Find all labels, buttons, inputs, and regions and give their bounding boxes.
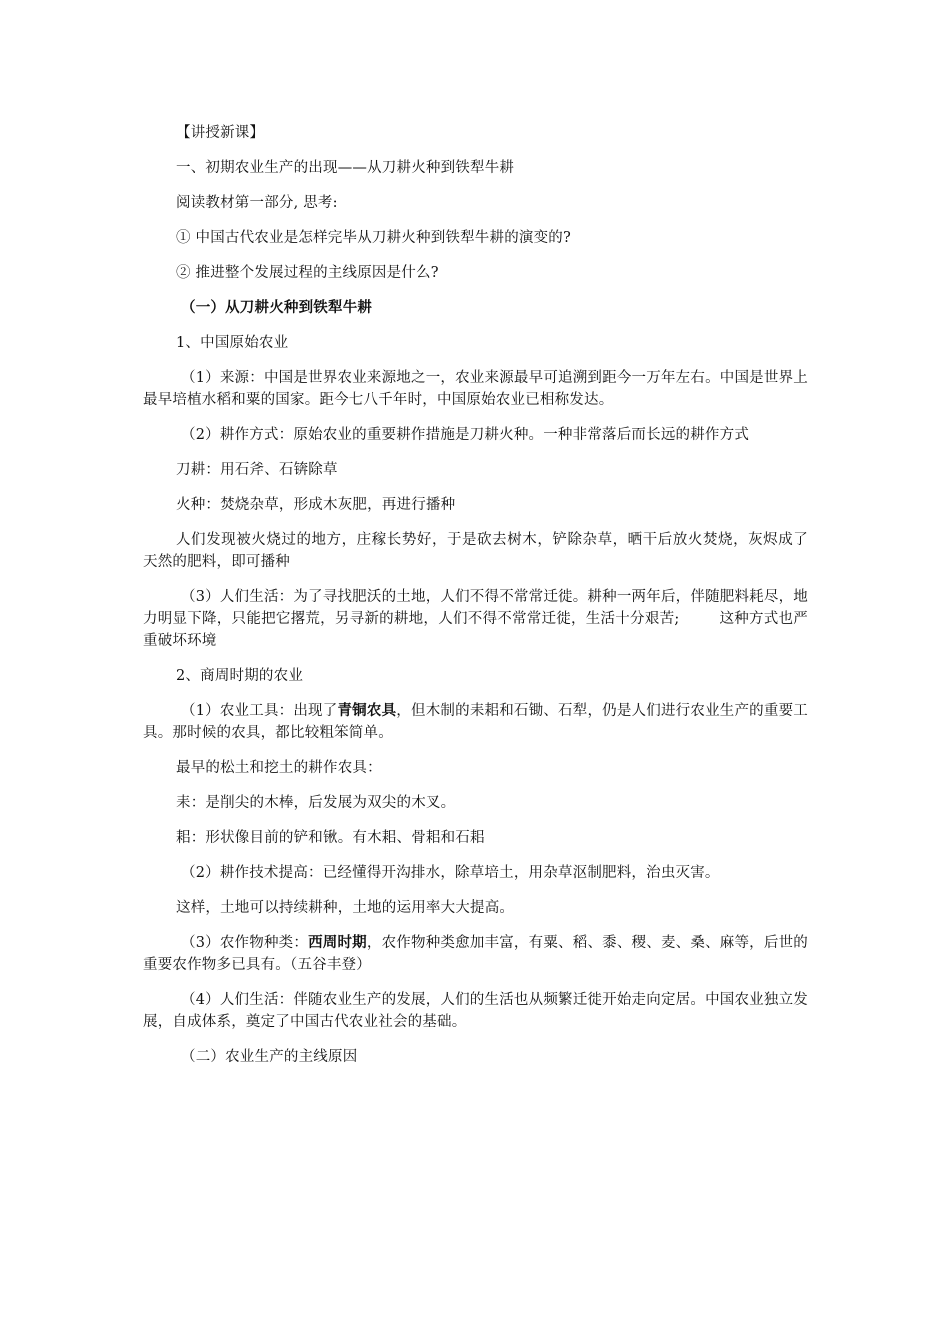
item-2-technique-paragraph: （2）耕作技术提高：已经懂得开沟排水，除草培土，用杂草沤制肥料，治虫灭害。 [181, 865, 720, 881]
item-2-tools-paragraph [143, 700, 808, 744]
item-1-huozhong: 火种：焚烧杂草，形成木灰肥，再进行播种 [176, 497, 456, 513]
item-1-daogeng: 刀耕：用石斧、石锛除草 [176, 462, 338, 478]
document-body [143, 122, 808, 1081]
item-2-technique-result: 这样，土地可以持续耕种，土地的运用率大大提高。 [176, 900, 515, 916]
subsection-1-heading: （一）从刀耕火种到铁犁牛耕 [181, 299, 373, 316]
item-1-life-paragraph [143, 586, 808, 652]
item-2-tools-rest: ，但木制的耒耜和石锄、石犁，仍是人们进行农业生产的重要工具。那时候的农具，都比较粗笨简单。 [143, 703, 808, 741]
item-2-crops-lead: （3）农作物种类： [181, 935, 309, 951]
section-title: 【讲授新课】 [176, 125, 265, 141]
subsection-2-heading: （二）农业生产的主线原因 [181, 1049, 358, 1065]
item-2-crops-bold: 西周时期 [308, 934, 367, 951]
reading-prompt: 阅读教材第一部分, 思考: [176, 195, 338, 211]
item-1-origin-paragraph: （1）来源：中国是世界农业来源地之一，农业来源最早可追溯到距今一万年左右。中国是世界上最早培植水稻和粟的国家。距今七八千年时，中国原始农业已相称发达。 [143, 370, 808, 408]
item-2-tools-intro: 最早的松土和挖土的耕作农具： [176, 760, 382, 776]
question-2: ② 推进整个发展过程的主线原因是什么? [176, 265, 439, 281]
item-2-crops-paragraph [143, 932, 808, 976]
item-2-crops-rest: ，农作物种类愈加丰富，有粟、稻、黍、稷、麦、桑、麻等，后世的重要农作物多已具有。（五谷丰登） [143, 935, 808, 973]
item-2-tools-bold: 青铜农具 [337, 702, 397, 719]
item-2-tools-lead: （1）农业工具：出现了 [181, 703, 338, 719]
item-2-title: 2、商周时期的农业 [176, 668, 304, 684]
part1-title: 一、初期农业生产的出现——从刀耕火种到铁犁牛耕 [176, 160, 515, 176]
item-1-method-paragraph: （2）耕作方式：原始农业的重要耕作措施是刀耕火种。一种非常落后而长远的耕作方式 [181, 427, 750, 443]
question-1: ① 中国古代农业是怎样完毕从刀耕火种到铁犁牛耕的演变的? [176, 230, 571, 246]
item-1-life-note: 这种方式也严重破坏环境 [143, 611, 808, 649]
item-1-life-text: （3）人们生活：为了寻找肥沃的土地，人们不得不常常迁徙。耕种一两年后，伴随肥料耗尽，地力明显下降，只能把它撂荒，另寻新的耕地，人们不得不常常迁徙，生活十分艰苦; [143, 589, 808, 627]
item-2-lei: 耒：是削尖的木棒，后发展为双尖的木叉。 [176, 795, 456, 811]
item-1-explanation: 人们发现被火烧过的地方，庄稼长势好，于是砍去树木，铲除杂草，晒干后放火焚烧，灰烬成了天然的肥料，即可播种 [143, 532, 808, 570]
item-2-si: 耜：形状像目前的铲和锹。有木耜、骨耜和石耜 [176, 830, 485, 846]
item-1-title: 1、中国原始农业 [176, 335, 289, 351]
item-2-life-paragraph: （4）人们生活：伴随农业生产的发展，人们的生活也从频繁迁徙开始走向定居。中国农业独立发展，自成体系，奠定了中国古代农业社会的基础。 [143, 992, 808, 1030]
